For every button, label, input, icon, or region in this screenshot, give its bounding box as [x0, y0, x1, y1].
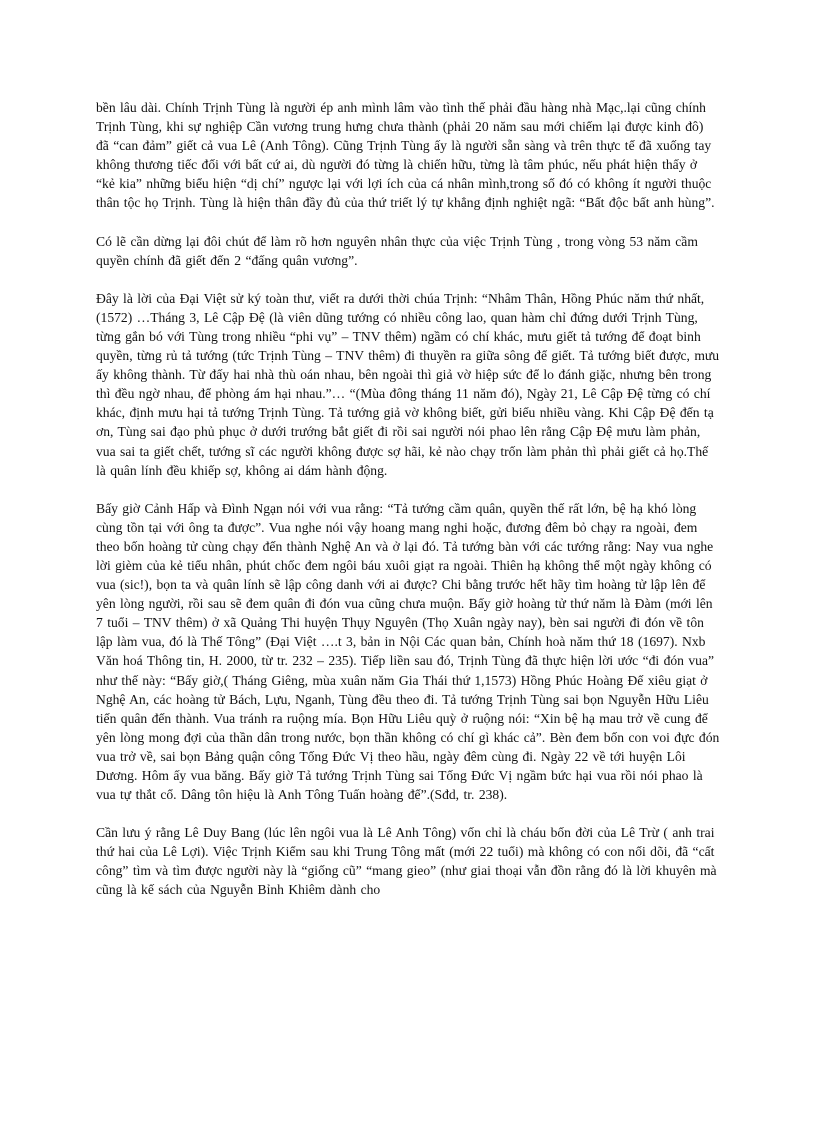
paragraph-3: Đây là lời của Đại Việt sử ký toàn thư, viết ra dưới thời chúa Trịnh: “Nhâm Thân, Hồng Phúc năm thứ nhất,(1572) …Tháng 3, Lê Cập Đệ (là viên dũng tướng có nhiều công lao, quan hàm chỉ đứng dưới Trịnh Tùng, từng gắn bó với Tùng trong nhiều “phi vụ” – TNV thêm) ngầm có chí khác, mưu giết tả tướng để đoạt binh quyền, từng rủ tả tướng (tức Trịnh Tùng – TNV thêm) đi thuyền ra giữa sông để giết. Tả tướng biết được, mưu ấy không thành. Từ đấy hai nhà thù oán nhau, bên ngoài thì giả vờ hiệp sức để lo đánh giặc, nhưng bên trong thì đều ngờ nhau, để phòng ám hại nhau.”… “(Mùa đông tháng 11 năm đó), Ngày 21, Lê Cập Đệ từng có chí khác, định mưu hại tả tướng Trịnh Tùng. Tả tướng giả vờ không biết, gửi biếu nhiều vàng. Khi Cập Đệ đến tạ ơn, Tùng sai đạo phủ phục ở dưới trướng bắt giết đi rồi sai người nói phao lên rằng Cập Đệ mưu làm phản, vua sai ta giết chết, tướng sĩ các người không được sợ hãi, kẻ nào chạy trốn làm phản thì phải giết cả họ.Thế là quân lính đều khiếp sợ, không ai dám hành động.: [96, 290, 720, 478]
paragraph-2: Có lẽ cần dừng lại đôi chút để làm rõ hơn nguyên nhân thực của việc Trịnh Tùng , trong vòng 53 năm cầm quyền chính đã giết đến 2 “đấng quân vương”.: [96, 233, 698, 268]
paragraph-1: bền lâu dài. Chính Trịnh Tùng là người ép anh mình lâm vào tình thế phải đầu hàng nhà Mạc,.lại cũng chính Trịnh Tùng, khi sự nghiệp Cần vương trung hưng chưa thành (phải 20 năm sau mới chiếm lại được kinh đô) đã “can đảm” giết cả vua Lê (Anh Tông). Cũng Trịnh Tùng ấy là người sẵn sàng và trên thực tế đã xuống tay không thương tiếc đối với bất cứ ai, dù người đó từng là chiến hữu, từng là tâm phúc, nếu phát hiện thấy ở “kẻ kia” những biểu hiện “dị chí” ngược lại với lợi ích của cá nhân mình,trong số đó có không ít người thuộc thân tộc họ Trịnh. Tùng là hiện thân đầy đủ của thứ triết lý tự khẳng định nghiệt ngã: “Bất độc bất anh hùng”.: [96, 100, 715, 211]
paragraph-5: Cần lưu ý rằng Lê Duy Bang (lúc lên ngôi vua là Lê Anh Tông) vốn chỉ là cháu bốn đời của Lê Trừ ( anh trai thứ hai của Lê Lợi). Việc Trịnh Kiểm sau khi Trung Tông mất (mới 22 tuổi) mà không có con nối dõi, đã “cất công” tìm và tìm được người này là “giống cũ” “mang gieo” (như giai thoại vẫn đồn rằng đó là lời khuyên mà cũng là kế sách của Nguyễn Bỉnh Khiêm dành cho: [96, 825, 717, 898]
paragraph-4: Bấy giờ Cảnh Hấp và Đình Ngạn nói với vua rằng: “Tả tướng cầm quân, quyền thế rất lớn, bệ hạ khó lòng cùng tồn tại với ông ta được”. Vua nghe nói vậy hoang mang nghi hoặc, đương đêm bỏ chạy ra ngoài, đem theo bốn hoàng tử cùng chạy đến thành Nghệ An và ở lại đó. Tả tướng bàn với các tướng rằng: Nay vua nghe lời gièm của kẻ tiểu nhân, phút chốc đem ngôi báu xuôi giạt ra ngoài. Thiên hạ không thể một ngày không có vua (sic!), bọn ta và quân lính sẽ lập công danh với ai được? Chi bằng trước hết hãy tìm hoàng tử lập lên để yên lòng người, rồi sau sẽ đem quân đi đón vua cũng chưa muộn. Bấy giờ hoàng tử thứ năm là Đàm (mới lên 7 tuổi – TNV thêm) ở xã Quảng Thi huyện Thụy Nguyên (Thọ Xuân ngày nay), bèn sai người đi đón về tôn lập làm vua, đó là Thế Tông” (Đại Việt ….t 3, bản in Nội Các quan bản, Chính hoà năm thứ 18 (1697). Nxb Văn hoá Thông tin, H. 2000, từ tr. 232 – 235). Tiếp liền sau đó, Trịnh Tùng đã thực hiện lời ước “đi đón vua” như thế này: “Bấy giờ,( Tháng Giêng, mùa xuân năm Gia Thái thứ 1,1573) Hồng Phúc Hoàng Đế xiêu giạt ở Nghệ An, các hoàng tử Bách, Lựu, Nganh, Tùng đều theo đi. Tả tướng Trịnh Tùng sai bọn Nguyễn Hữu Liêu tiến quân đến thành. Vua tránh ra ruộng mía. Bọn Hữu Liêu quỳ ở ruộng nói: “Xin bệ hạ mau trở về cung để yên lòng mong đợi của thần dân trong nước, bọn thần không có chí gì khác cả”. Bèn đem bốn con voi đực đón vua trở về, sai bọn Bảng quận công Tống Đức Vị theo hầu, ngày đêm cùng đi. Ngày 22 về tới huyện Lôi Dương. Hôm ấy vua băng. Bấy giờ Tả tướng Trịnh Tùng sai Tống Đức Vị ngầm bức hại vua rồi nói phao là vua tự thắt cổ. Dâng tôn hiệu là Anh Tông Tuấn hoàng đế”.(Sđd, tr. 238).: [96, 500, 720, 803]
